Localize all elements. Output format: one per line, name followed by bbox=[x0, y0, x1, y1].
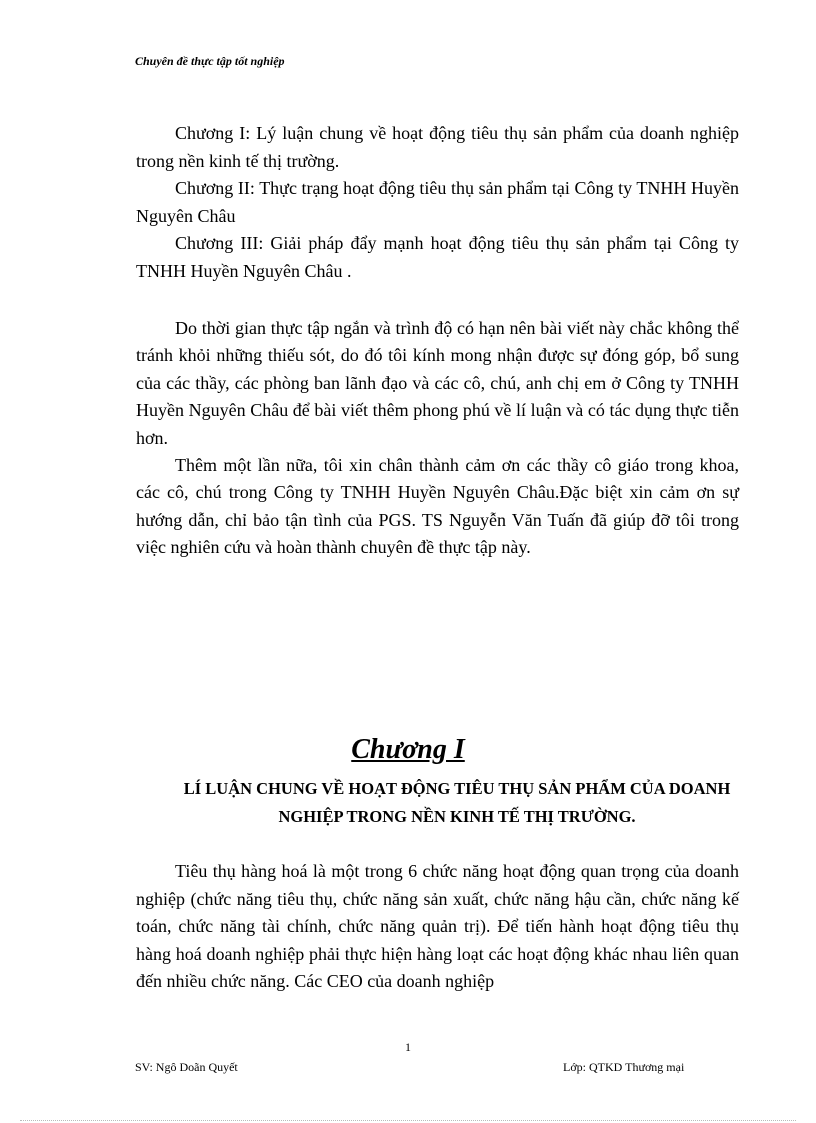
page-header: Chuyên đề thực tập tốt nghiệp bbox=[135, 54, 285, 68]
page-number: 1 bbox=[405, 1040, 411, 1054]
chapter-item-2: Chương II: Thực trạng hoạt động tiêu thụ sản phẩm tại Công ty TNHH Huyền Nguyên Châu bbox=[136, 178, 739, 226]
chapter-item-3: Chương III: Giải pháp đẩy mạnh hoạt động tiêu thụ sản phẩm tại Công ty TNHH Huyền Nguyên Châu . bbox=[136, 233, 739, 281]
acknowledgement-body bbox=[136, 315, 739, 562]
chapter-item-1: Chương I: Lý luận chung về hoạt động tiêu thụ sản phẩm của doanh nghiệp trong nền kinh tế thị trường. bbox=[136, 123, 739, 171]
paragraph-limitations: Do thời gian thực tập ngắn và trình độ có hạn nên bài viết này chắc không thể tránh khỏi những thiếu sót, do đó tôi kính mong nhận được sự đóng góp, bổ sung của các thầy, các phòng ban lãnh đạo và các cô, chú, anh chị em ở Công ty TNHH Huyền Nguyên Châu để bài viết thêm phong phú về lí luận và có tác dụng thực tiễn hơn. bbox=[136, 318, 739, 448]
footer-class: Lớp: QTKD Thương mại bbox=[563, 1060, 685, 1074]
chapter-subtitle: LÍ LUẬN CHUNG VỀ HOẠT ĐỘNG TIÊU THỤ SẢN PHẨM CỦA DOANH NGHIỆP TRONG NỀN KINH TẾ THỊ TRƯỜNG. bbox=[183, 779, 731, 826]
intro-paragraph: Tiêu thụ hàng hoá là một trong 6 chức năng hoạt động quan trọng của doanh nghiệp (chức năng tiêu thụ, chức năng sản xuất, chức năng hậu cần, chức năng kế toán, chức năng tài chính, chức năng quản trị). Để tiến hành hoạt động tiêu thụ hàng hoá doanh nghiệp phải thực hiện hàng loạt các hoạt động khác nhau liên quan đến nhiều chức năng. Các CEO của doanh nghiệp bbox=[136, 861, 739, 991]
page-break-divider bbox=[20, 1120, 796, 1121]
chapter-title: Chương I bbox=[351, 734, 465, 765]
footer-student: SV: Ngô Doãn Quyết bbox=[135, 1060, 238, 1074]
chapter-intro bbox=[136, 858, 739, 996]
chapter-list bbox=[136, 120, 739, 285]
paragraph-thanks: Thêm một lần nữa, tôi xin chân thành cảm ơn các thầy cô giáo trong khoa, các cô, chú trong Công ty TNHH Huyền Nguyên Châu.Đặc biệt xin cảm ơn sự hướng dẫn, chỉ bảo tận tình của PGS. TS Nguyễn Văn Tuấn đã giúp đỡ tôi trong việc nghiên cứu và hoàn thành chuyên đề thực tập này. bbox=[136, 455, 739, 558]
